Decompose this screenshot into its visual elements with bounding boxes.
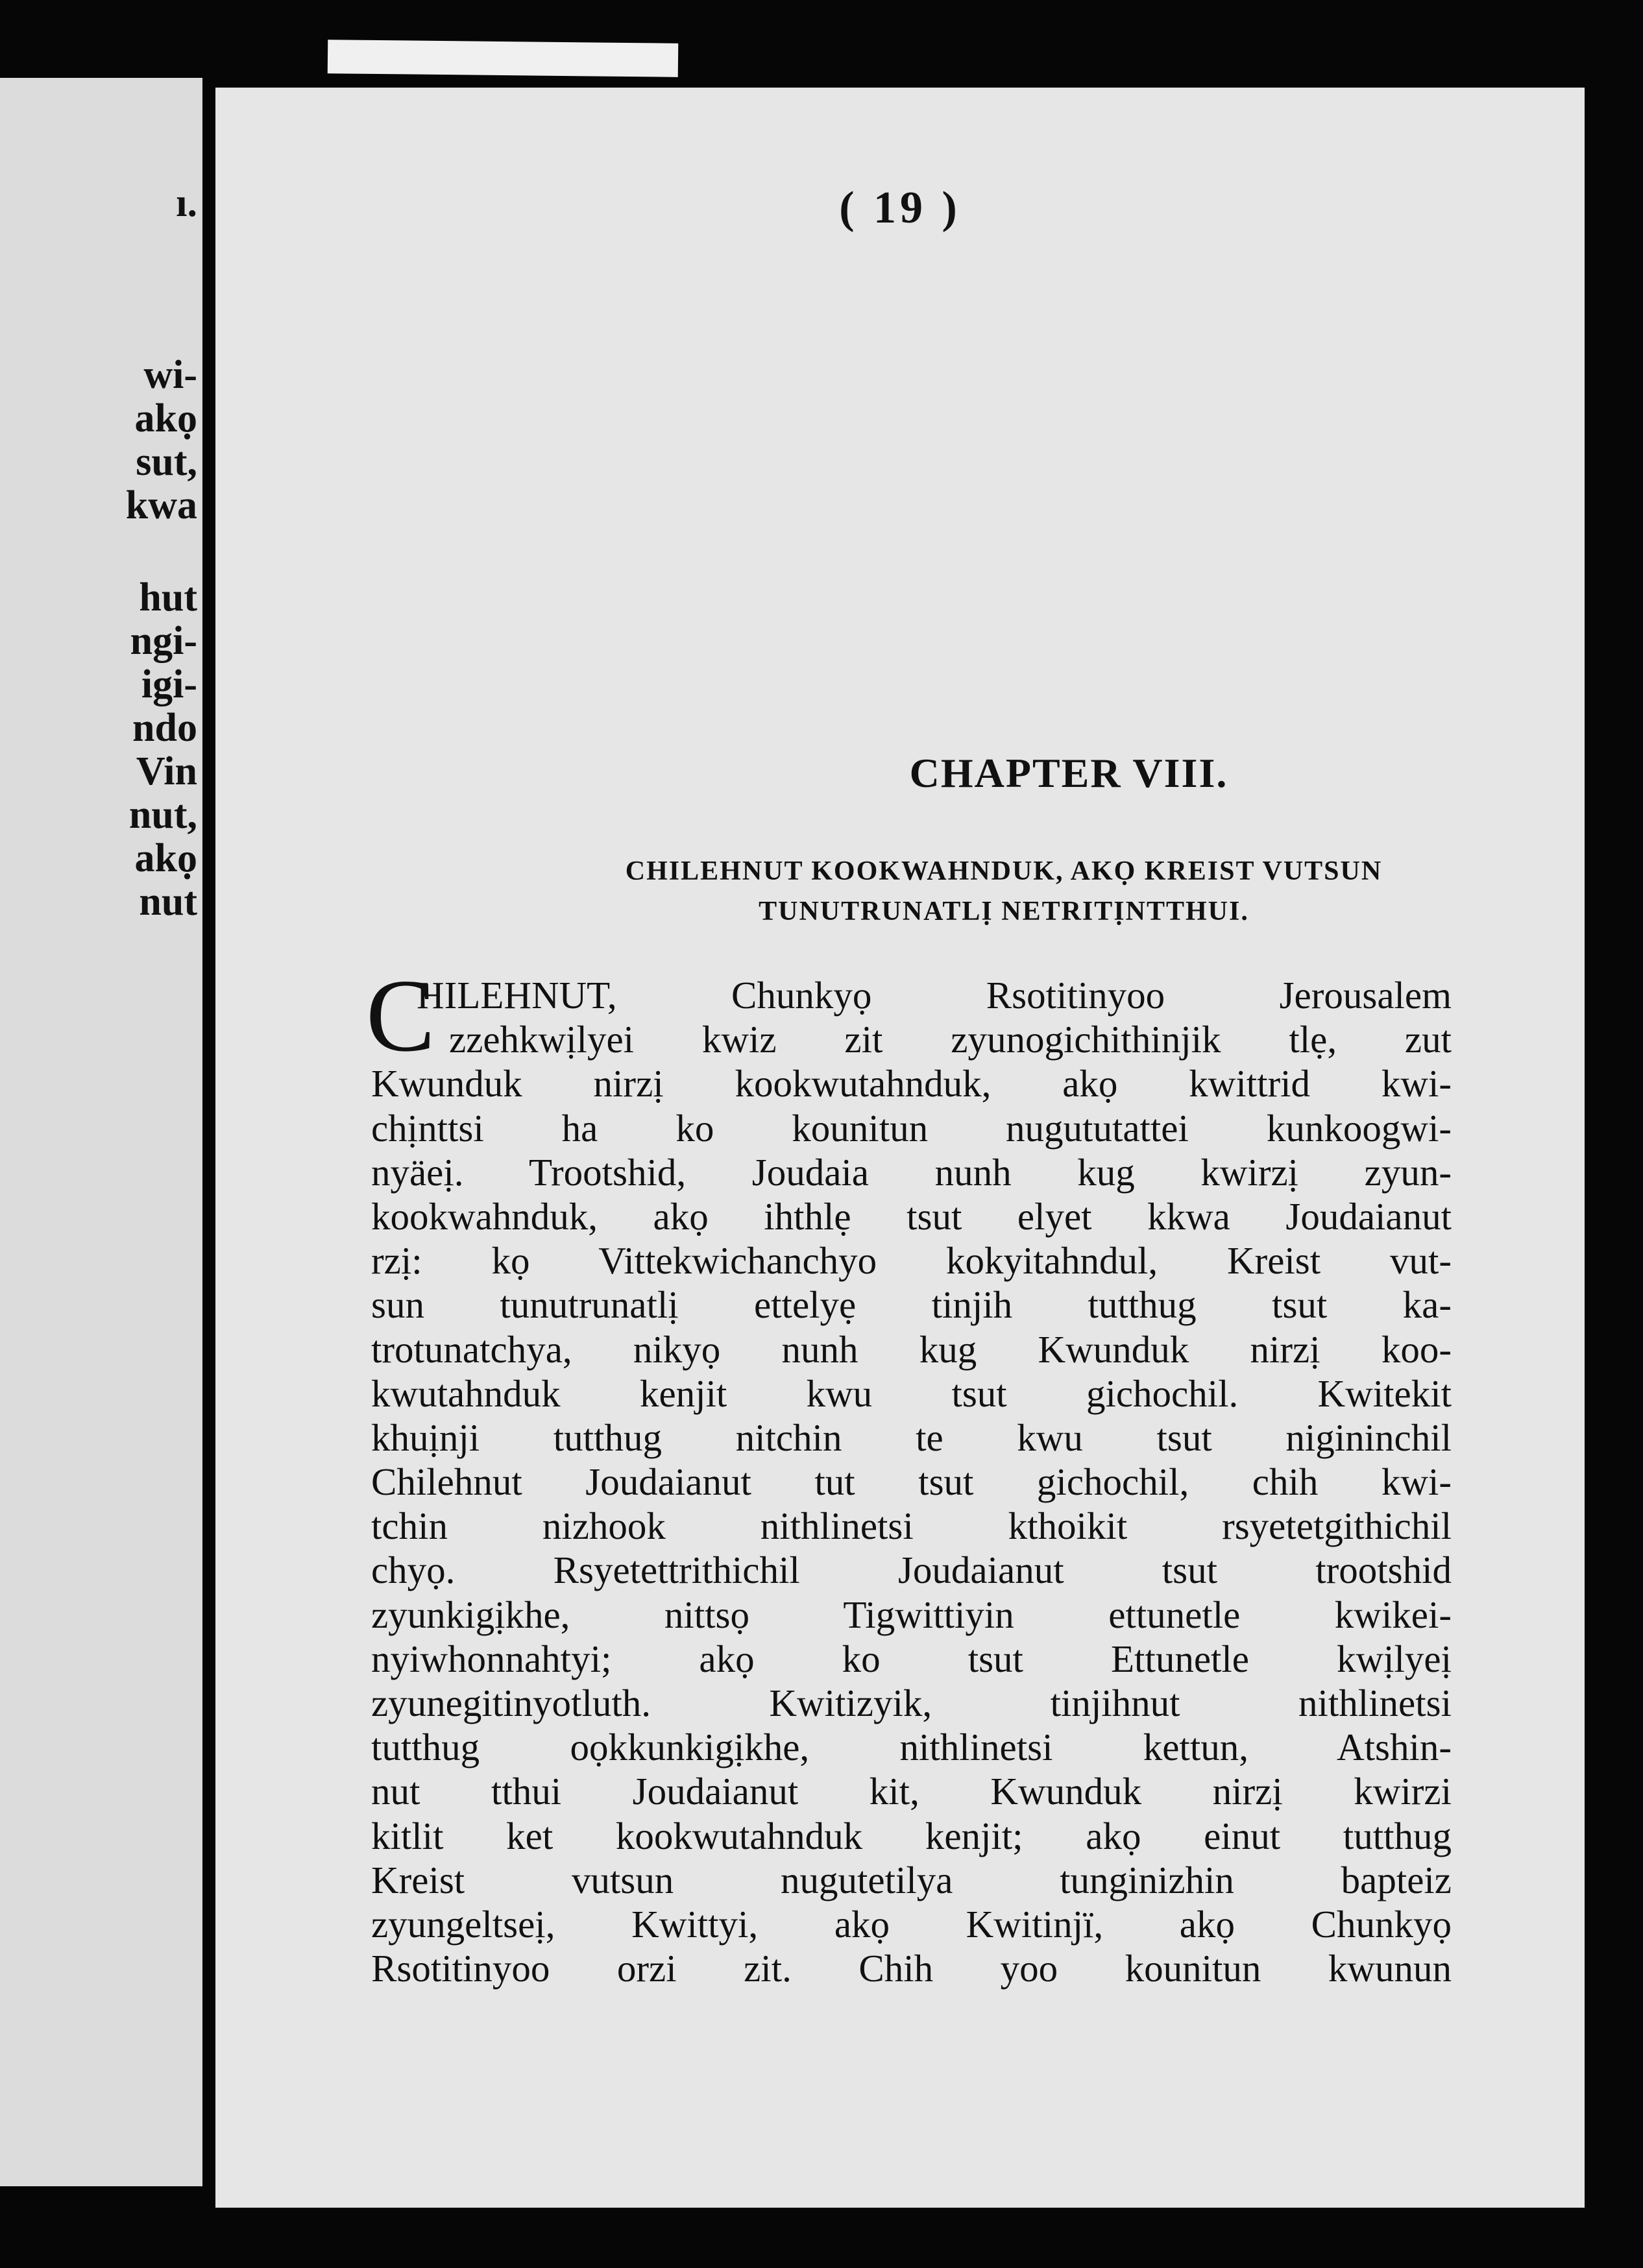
- body-paragraph: [366, 958, 1585, 1990]
- text-line: rzị: kọ Vittekwichanchyo kokyitahndul, Kreist vut-: [371, 1239, 1452, 1283]
- text-line: nyiwhonnahtyi; akọ ko tsut Ettunetle kwịlyeị: [371, 1637, 1452, 1680]
- text-line: tutthug oọkkunkigịkhe, nithlinetsi kettun, Atshin-: [371, 1726, 1452, 1769]
- fragment-line: Vin: [136, 749, 197, 793]
- facing-page-fragment: [0, 78, 202, 2186]
- text-line: tchin nizhook nithlinetsi kthoikit rsyetetgithichil: [371, 1504, 1452, 1548]
- paper-strip: [328, 40, 679, 77]
- text-line: chyọ. Rsyetettrithichil Joudaianut tsut trootshid: [371, 1549, 1452, 1592]
- fragment-line: ı.: [176, 181, 197, 225]
- text-line: kitlit ket kookwutahnduk kenjit; akọ einut tutthug: [371, 1814, 1452, 1857]
- text-line: Kwunduk nirzị kookwutahnduk, akọ kwittrid kwi-: [371, 1062, 1452, 1105]
- text-line: zyungeltseị, Kwittyi, akọ Kwitinjï, akọ Chunkyọ: [371, 1902, 1452, 1946]
- text-line: khuịnji tutthug nitchin te kwu tsut nigininchil: [371, 1416, 1452, 1459]
- text-line: zyunkigịkhe, nittsọ Tigwittiyin ettunetle kwikei-: [371, 1593, 1452, 1636]
- text-line: nut tthui Joudaianut kit, Kwunduk nirzị kwirzi: [371, 1770, 1452, 1813]
- subtitle-line: TUNUTRUNATLỊ NETRITỊNTTHUI.: [759, 897, 1249, 926]
- page-number: ( 19 ): [839, 183, 961, 233]
- text-line: trotunatchya, nikyọ nunh kug Kwunduk nirzị koo-: [371, 1327, 1452, 1371]
- fragment-line: ndo: [132, 706, 197, 750]
- fragment-line: akọ: [134, 396, 197, 440]
- fragment-line: wi-: [143, 353, 197, 397]
- text-line: Chilehnut Joudaianut tut tsut gichochil, chih kwi-: [371, 1460, 1452, 1504]
- subtitle-line: CHILEHNUT KOOKWAHNDUK, AKỌ KREIST VUTSUN: [625, 856, 1383, 886]
- fragment-line: sut,: [136, 440, 197, 484]
- drop-cap: C: [366, 958, 435, 1073]
- text-line: kwutahnduk kenjit kwu tsut gichochil. Kwitekit: [371, 1371, 1452, 1415]
- text-line: chịnttsi ha ko kounitun nugututattei kunkoogwi-: [371, 1106, 1452, 1150]
- chapter-title: CHAPTER VIII.: [909, 750, 1228, 796]
- fragment-line: nut,: [128, 793, 197, 837]
- fragment-line: igi-: [141, 662, 197, 706]
- book-page: [215, 88, 1585, 2208]
- text-line: Rsotitinyoo orzi zit. Chih yoo kounitun kwunun: [371, 1947, 1452, 1990]
- text-line: HILEHNUT, Chunkyọ Rsotitinyoo Jerousalem: [417, 974, 1452, 1017]
- fragment-line: nut: [139, 880, 197, 924]
- text-line: zzehkwịlyei kwiz zit zyunogichithinjik tlẹ, zut: [449, 1018, 1452, 1061]
- fragment-line: kwa: [125, 483, 197, 527]
- fragment-line: akọ: [134, 836, 197, 880]
- text-line: nyäeị. Trootshid, Joudaia nunh kug kwirzị zyun-: [371, 1150, 1452, 1194]
- text-line: Kreist vutsun nugutetilya tunginizhin bapteiz: [371, 1858, 1452, 1901]
- text-line: zyunegitinyotluth. Kwitizyik, tinjihnut nithlinetsi: [371, 1682, 1452, 1724]
- fragment-line: ngi-: [130, 619, 197, 663]
- text-line: sun tunutrunatlị ettelyẹ tinjih tutthug tsut ka-: [371, 1283, 1452, 1327]
- fragment-line: hut: [139, 575, 197, 620]
- chapter-subtitle: [430, 851, 1578, 932]
- text-line: kookwahnduk, akọ ihthlẹ tsut elyet kkwa Joudaianut: [371, 1194, 1452, 1238]
